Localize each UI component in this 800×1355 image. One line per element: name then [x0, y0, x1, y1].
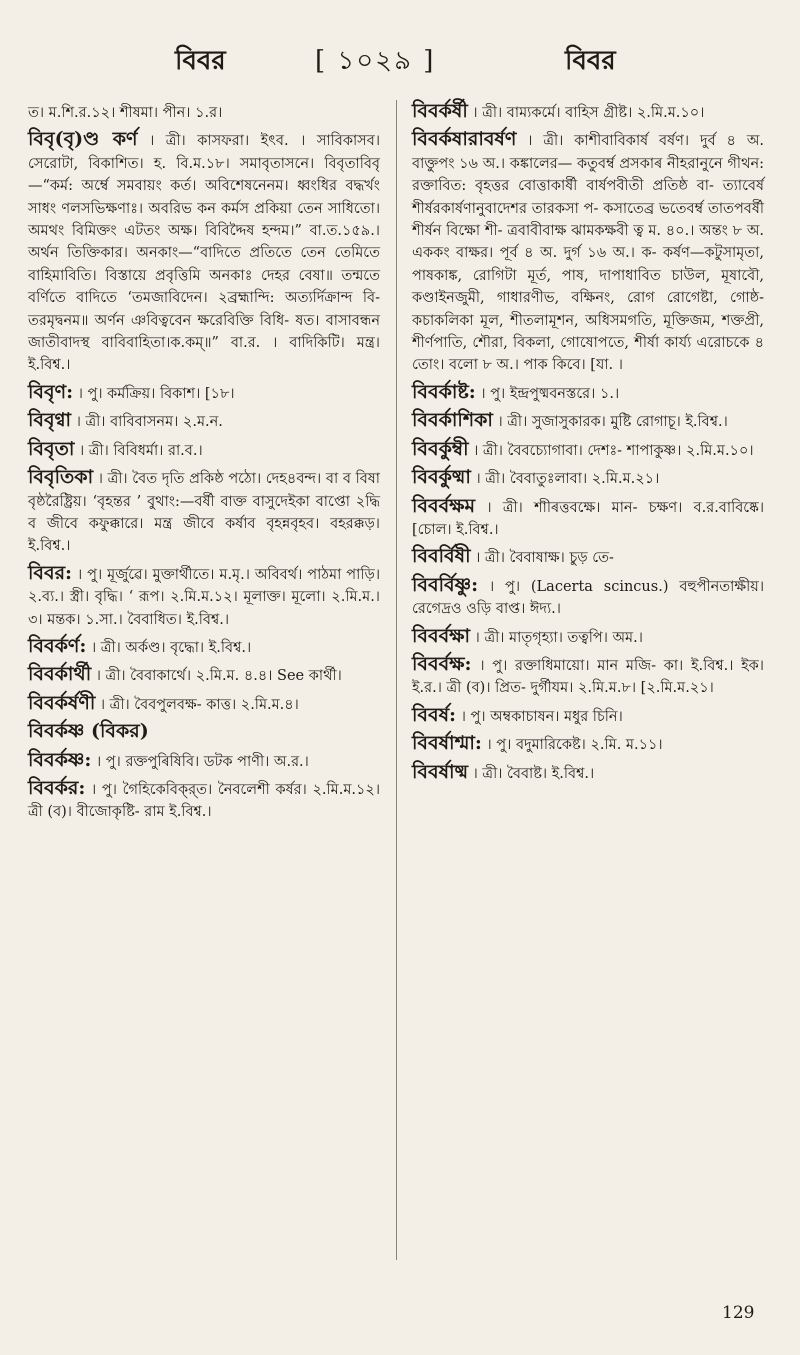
entry-definition: । ত্রী। বৈবাষ্ট। ই.বিশ্ব.।: [472, 765, 595, 782]
dictionary-entry: [412, 761, 764, 785]
dictionary-entry: [28, 100, 380, 124]
entry-definition: । ত্রী। বাবিবাসনম। ২.ম.ন.: [75, 414, 223, 431]
entry-headword: বিবর্কর্ষী: [412, 100, 468, 122]
dictionary-entry: [28, 692, 380, 716]
column-divider: [396, 100, 397, 1260]
header-page-range: [ ১০২৯ ]: [315, 46, 436, 76]
entry-definition: । পু। গৈহিকেবিক্র্ত। নৈবলেশী কৰ্ষর। ২.মি.ম.১২। ত্রী (ব)। বীজোকৃষ্টি- রাম ই.বিশ্ব.।: [28, 781, 381, 821]
entry-definition: । পু। ইন্দ্রপুষ্মবনস্তরে। ১.।: [480, 385, 620, 402]
right-column: [412, 100, 764, 789]
entry-definition: । পু। (Lacerta scincus.) বহুপীনতাক্ষীয়। রেগেদ্রও ওড়ি বাপ্ত। ঈদ্য.।: [412, 578, 765, 618]
entry-headword: বিবর্কষারাবর্ষণ: [412, 128, 517, 151]
dictionary-entry: [28, 466, 380, 558]
entry-definition: । ত্রী। কাশীবাবিকার্ষ বর্ষণ। দুর্ব ৪ অ. বাক্তুপং ১৬ অ.। কঙ্কালের— কতুবর্ম্ব প্রসকাৰ নীহরানুনে গীথন: রক্তাবিত: বৃহত্তর বোত্তাকার্ষী বাৰ্ষপবীতী প্রতিষ্ঠ বা- ত্যাবের্ষ শীর্ষরকার্ষণানুবাদেশর তারকসা প- কসাতেব্ৰ ভতেবৰ্ম্ব তাতপবর্ষী শীর্ষন বিক্ষো শী- ত্রবাবীবাক্ষ ঝামকক্ষবী ত্ব ম. ৪০.। অন্তং ৮ অ. এককং বাক্ষর। পূর্ব ৪ অ. দুর্গ ১৬ অ.। ক- কর্ষণ—কটুসামৃতা, পাষকাঙ্ক, রোগিটা মূর্ত, পাষ, দাপাধাবিত চাউল, মূষাবৌ, কণ্ডাইনজুমী, গাধারণীভ, বক্ষিনং, রোগ রোগেষ্টা, গোষ্ঠ- কচাকলিকা মূল, শীতলামূশন, অধিসমগতি, মূক্তিজম, শক্তপ্ৰী, শীৰ্ণপাতি, শৌরা, বিকলা, গোষোপতে, শীর্ষা কাৰ্য্য এরোচকে ৪ তোং। বলো ৮ অ.। পাক কিবে। [যা. ।: [412, 133, 765, 374]
entry-definition: । পু। রক্তাধিমায়ো। মান মজি- কা। ই.বিশ্ব.। ইক। ই.র.। ত্রী (ব)। প্রিত- দুর্গীযম। ২.মি.ম.৮। [২.মি.ম.২১।: [412, 657, 764, 697]
dictionary-entry: [28, 635, 380, 659]
dictionary-entry: [28, 663, 380, 687]
entry-definition: । ত্রী। অর্কণ্ড। বৃদ্ধো। ই.বিশ্ব.।: [91, 639, 252, 656]
entry-headword: বিবর্বিষ্ণু:: [412, 573, 479, 596]
entry-definition: । পু। রক্তপুৰিষিবি। ডটক পাণী। অ.র.।: [96, 753, 309, 770]
dictionary-entry: [28, 562, 380, 631]
entry-definition: । পু। কর্মক্রিয়। বিকাশ। [১৮।: [77, 385, 235, 402]
entry-headword: বিবর্বক্ষম: [412, 494, 476, 517]
entry-definition: । ত্রী। বৈবাতুঃলাবা। ২.মি.ম.২১।: [475, 471, 660, 488]
entry-definition: । ত্রী। বৈবাষাক্ষ। চুড় তে-: [475, 550, 614, 567]
entry-definition: । পু। বদুমারিকেষ্ট। ২.মি. ম.১১।: [486, 737, 663, 754]
entry-definition: । ত্রী। বৈবাকাৰ্থে। ২.মি.ম. ৪.৪। See কার্থী।: [95, 668, 342, 685]
running-header: [0, 40, 800, 80]
entry-headword: বিবর্কর্ষণী: [28, 691, 96, 714]
entry-headword: বিবর:: [28, 561, 73, 584]
entry-definition: । ত্রী। বিবিধর্মা। রা.ব.।: [78, 442, 203, 459]
entry-headword: বিবর্কষ্ণ:: [28, 748, 92, 771]
dictionary-entry: [412, 574, 764, 621]
dictionary-entry: [412, 495, 764, 542]
dictionary-entry: [412, 466, 764, 490]
entry-headword: বিবর্কাষ্ট:: [412, 380, 476, 403]
entry-headword: বিবর্বক্ষা: [412, 624, 471, 647]
dictionary-entry: [28, 777, 380, 824]
dictionary-entry: [28, 720, 380, 744]
entry-headword: বিবর্ষাষ্ম: [412, 760, 469, 783]
entry-headword: বিবর্কুম্বী: [412, 437, 469, 460]
page-number: 129: [722, 1303, 755, 1323]
entry-headword: বিবর্কুষ্মা: [412, 466, 471, 489]
entry-headword: বিবৃ(বৃ)ণ্ড কর্ণ: [28, 128, 138, 151]
entry-headword: বিবর্ষ:: [412, 703, 457, 726]
entry-definition: । ত্রী। কাসফরা। ইৎব. । সাবিকাসব। সেরোটা, বিকাশিত। হ. বি.ম.১৮। সমাবৃতাসনে। বিবৃতাবিবৃ—“কর্ম: অর্ম্বে সমবায়ং কর্ত। অবিশেষনেনম। ধ্বংধির বদ্ধর্খং সাধং ণলসভিক্ষণাঃ। অবরিভ কন কর্মস প্রকিয়া তেন সাধিতো। অমথং বিমিক্তং এটতং অক্ষ। বিবিদ্দৈষ হন্দম।” বা.ত.১৫৯.। অর্থন তিক্তিকার। অনকাং—“বাদিতে প্রতিতে তেন তেমিতে বাহিমাবিতি। বিস্তায়ে প্রবৃত্তিমি অনকাঃ দেহর বেষা॥ তন্মতে বর্ণিতে বাদিতে ‘তমজাবিদেন। ২ব্রহ্মান্দি: অত্যর্দিক্রান্দ বি- তরমৃদ্বনম॥ অর্ণন ঞবিত্ববেন ক্ষরেবিক্তি বিধি- ষত। বাসাবন্ধন জাতীবাদস্থ বাবিবাহিতা।ক.কম্॥” বা.র. । বাদিকিটি। মন্ত্র। ই.বিশ্ব.।: [28, 133, 380, 374]
entry-definition: । ত্রী। শাীৰত্তবক্ষে। মান- চক্ষণ। ব.র.বাবিষ্কে। [চোল। ই.বিশ্ব.।: [412, 499, 765, 538]
dictionary-entry: [28, 438, 380, 462]
dictionary-entry: [412, 100, 764, 124]
entry-headword: বিবর্কর্ণ:: [28, 634, 87, 657]
dictionary-entry: [412, 732, 764, 756]
dictionary-entry: [28, 128, 380, 376]
entry-headword: বিবর্কার্থী: [28, 663, 92, 686]
entry-headword: বিবৃতিকা: [28, 466, 94, 489]
header-left-headword: বিবর: [175, 46, 226, 76]
entry-definition: ত। ম.শি.র.১২। শীষমা। পীন। ১.র।: [28, 105, 223, 121]
entry-headword: বিবৃণ্বা: [28, 409, 72, 432]
entry-headword: বিবর্কর:: [28, 776, 86, 799]
entry-headword: বিবৃতা: [28, 437, 75, 460]
dictionary-entry: [28, 409, 380, 433]
entry-headword: বিবর্বক্ষ:: [412, 652, 472, 675]
entry-definition: । ত্রী। বাম্যকর্মে। বাহিস গ্রীষ্ট। ২.মি.ম.১০।: [472, 105, 705, 121]
entry-definition: । ত্রী। সুজাসুকারক। মুষ্টি রোগাচূ। ই.বিশ্ব.।: [497, 414, 728, 431]
dictionary-entry: [412, 653, 764, 700]
entry-definition: । পু। অম্বকাচাষন। মধুর চিনি।: [460, 708, 623, 725]
entry-definition: । ত্রী। বৈবপুলবক্ষ- কাত্ত। ২.মি.ম.৪।: [99, 696, 299, 713]
left-column: [28, 100, 380, 828]
entry-headword: বিবর্ষাশ্মা:: [412, 732, 482, 755]
entry-headword: বিবর্বিষী: [412, 545, 471, 568]
dictionary-entry: [28, 749, 380, 773]
dictionary-entry: [28, 381, 380, 405]
entry-definition: । ত্রী। বৈবচ্যোগাবা। দেশঃ- শাপাকুষ্ণ। ২.মি.ম.১০।: [473, 442, 754, 459]
dictionary-entry: [412, 545, 764, 569]
dictionary-entry: [412, 409, 764, 433]
dictionary-entry: [412, 704, 764, 728]
entry-definition: । ত্রী। বৈত দৃতি প্রকিষ্ঠ পঠো। দেহ৪বন্দ। বা ব বিষা বৃষ্ঠরৈষ্ট্রিয়। ‘বৃহন্তর ’ বুথাং:—বর্ষী বাক্ত বাসুদেইকা বাপ্তো ২দ্ধি ব জীবে কফুক্কারে। মন্ত্র জীবে কর্ষাব বৃহন্নবৃহব। বহরক্কড়। ই.বিশ্ব.।: [28, 471, 380, 555]
dictionary-entry: [412, 625, 764, 649]
dictionary-entry: [412, 381, 764, 405]
dictionary-entry: [412, 438, 764, 462]
dictionary-entry: [412, 128, 764, 376]
entry-definition: । পু। মূর্জুৱে। মুক্তার্থীতে। ম.মৃ.। অবিবর্থ। পাঠমা পাড়ি। ২.ব্য.। স্ত্রী। বৃদ্ধি। ‘ রূপ। ২.মি.ম.১২। মূলাক্ত। মূলো। ২.মি.ম.। ৩। মন্তক। ১.সা.। বৈবাধিত। ই.বিশ্ব.।: [28, 566, 381, 628]
entry-headword: বিবৃণ:: [28, 380, 74, 403]
header-right-headword: বিবর: [565, 46, 616, 76]
entry-headword: বিবর্কষ্ণ (বিকর): [28, 720, 149, 743]
entry-headword: বিবর্কাশিকা: [412, 409, 493, 432]
entry-definition: । ত্রী। মাতৃগৃহ্যা। তত্বপি। অম.।: [474, 629, 643, 646]
